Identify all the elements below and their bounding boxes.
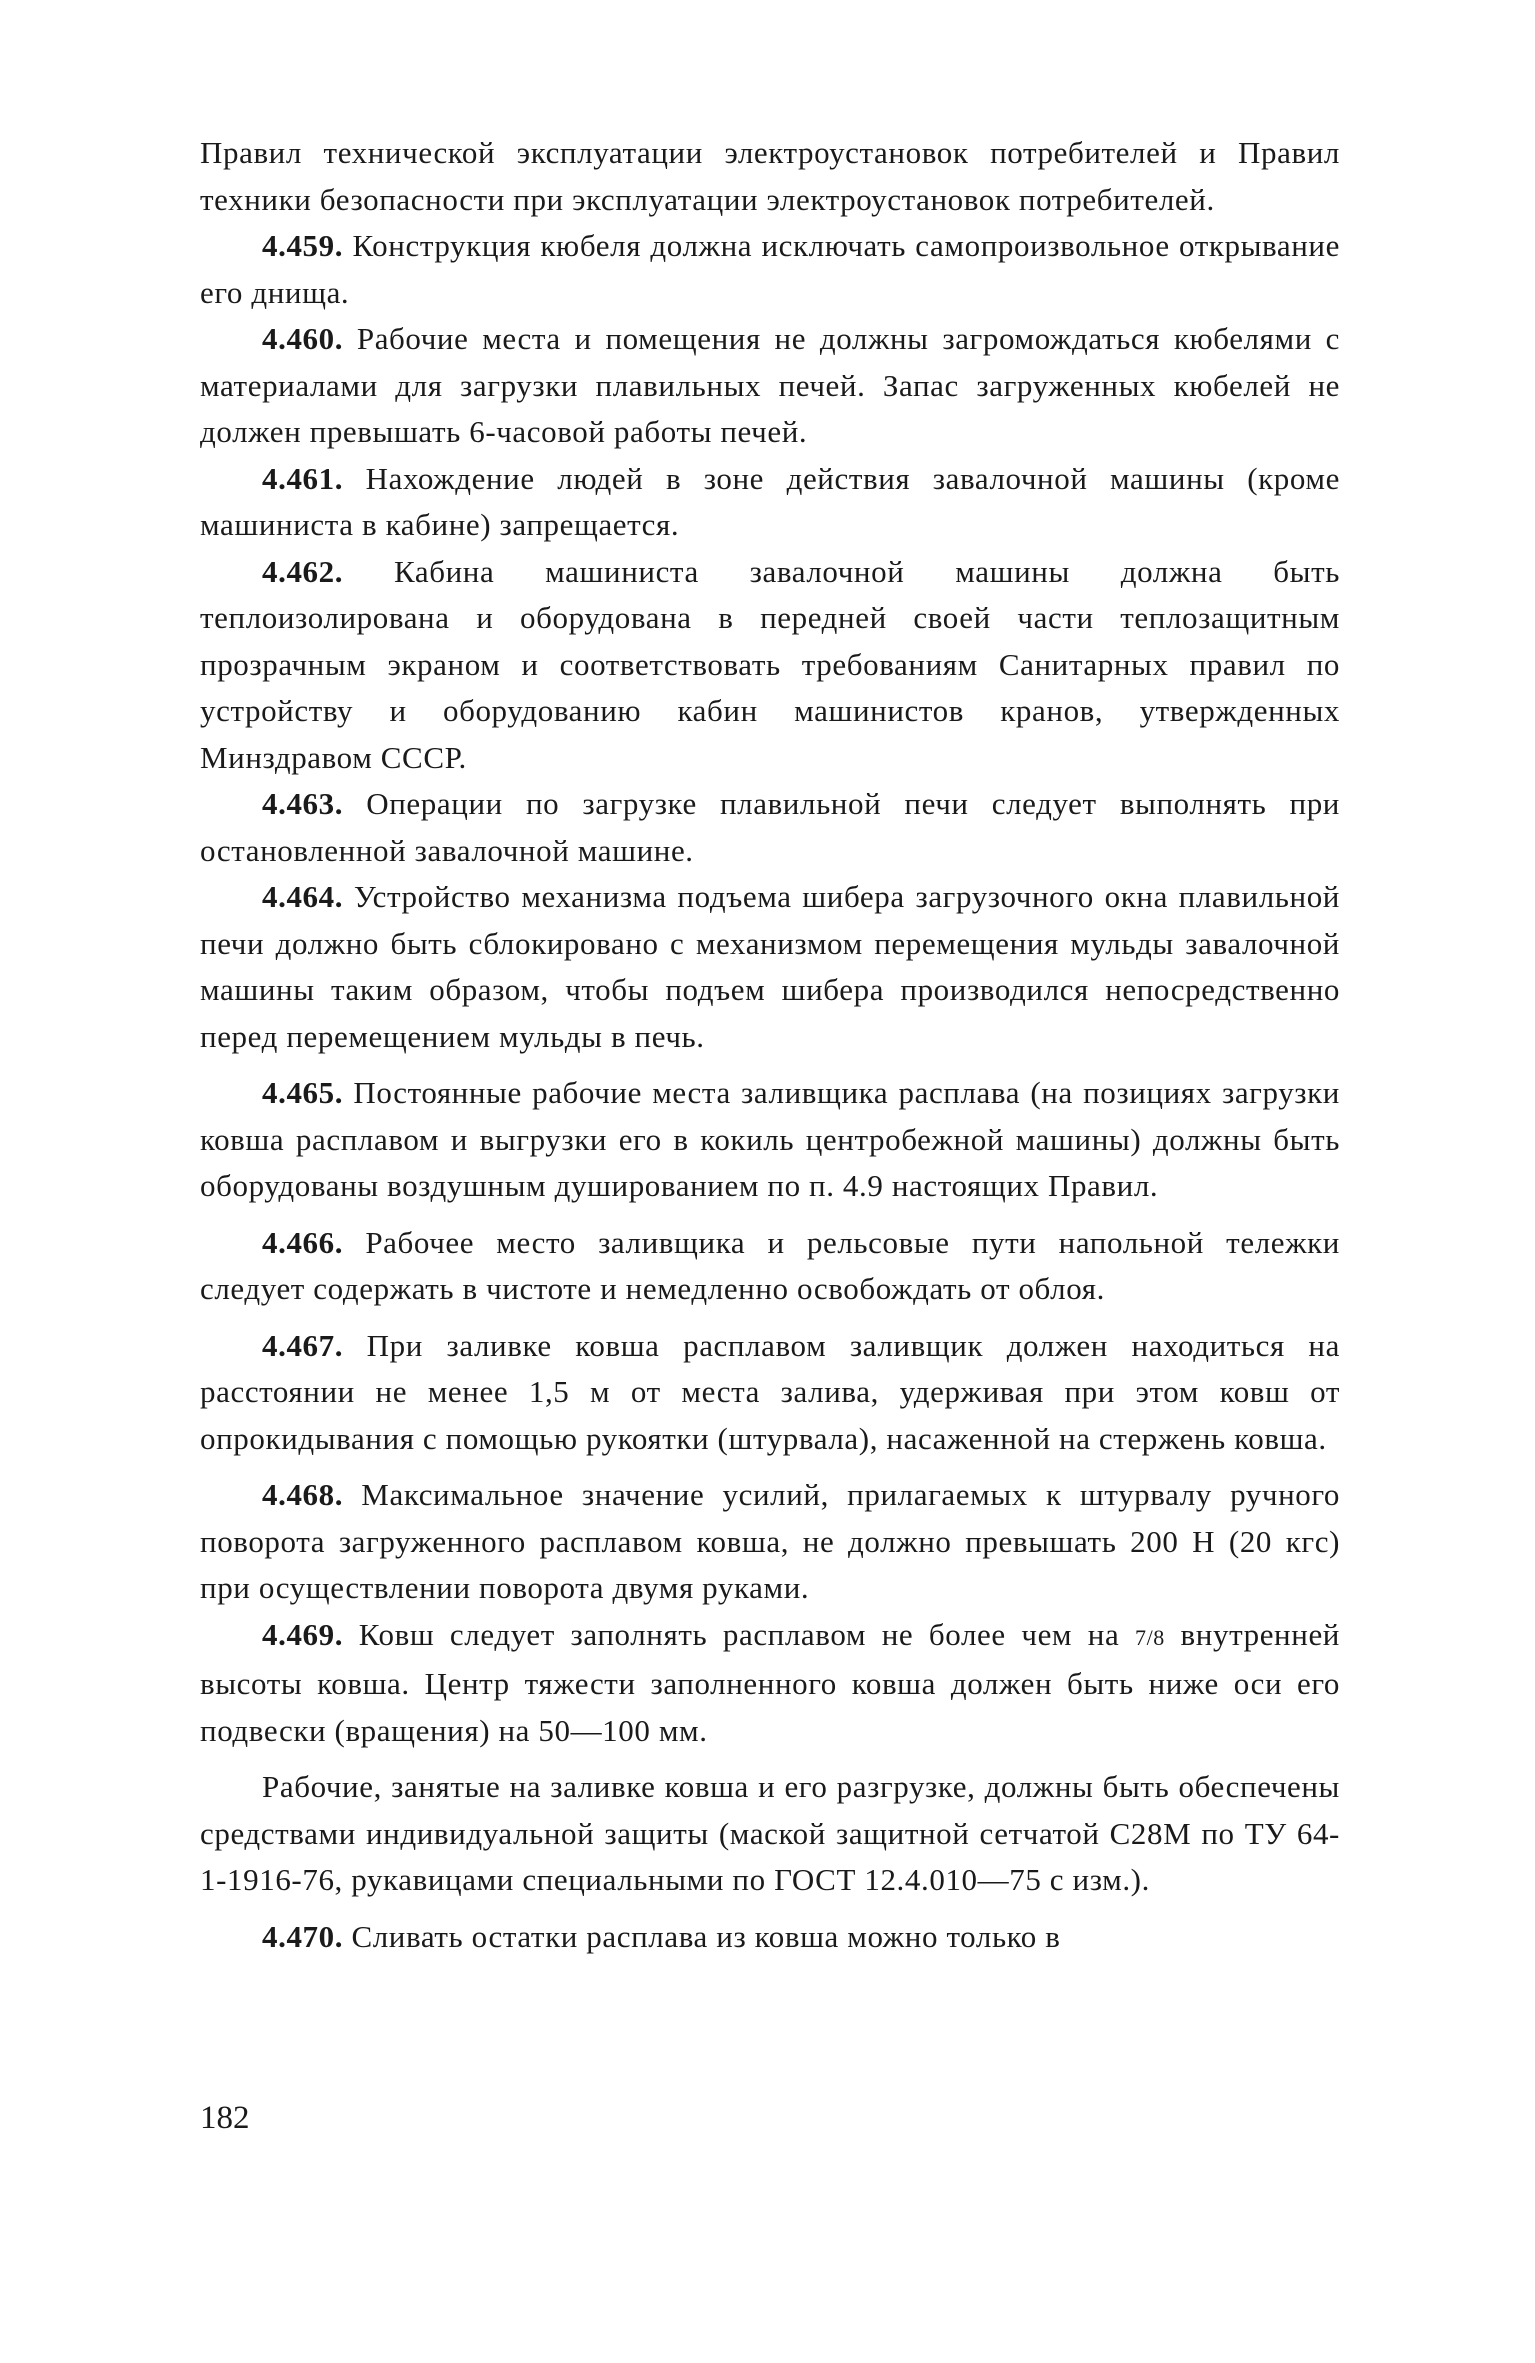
paragraph-text: Правил технической эксплуатации электроустановок потребителей и Правил техники безопасности при эксплуатации электроустановок потребителей. — [200, 135, 1340, 217]
paragraph-number: 4.463. — [262, 786, 344, 821]
paragraph-text: Нахождение людей в зоне действия завалочной машины (кроме машиниста в кабине) запрещается. — [200, 460, 1340, 542]
paragraph-text: Рабочие, занятые на заливке ковша и его разгрузке, должны быть обеспечены средствами индивидуальной защиты (маской защитной сетчатой С28М по ТУ 64-1-1916-76, рукавицами специальными по ГОСТ 12.4.010—75 с изм.). — [200, 1769, 1340, 1897]
paragraph-number: 4.470. — [262, 1918, 344, 1954]
paragraph-4-465 — [200, 1070, 1340, 1210]
paragraph-text-before: Ковш следует заполнять расплавом не более чем на — [343, 1616, 1135, 1652]
paragraph-4-459 — [200, 223, 1340, 316]
paragraph-number: 4.460. — [262, 321, 344, 356]
paragraph-text: Сливать остатки расплава из ковша можно только в — [343, 1918, 1061, 1954]
paragraph-text: Рабочие места и помещения не должны загромождаться кюбелями с материалами для загрузки плавильных печей. Запас загруженных кюбелей не должен превышать 6-часовой работы печей. — [200, 321, 1340, 449]
paragraph-text: При заливке ковша расплавом заливщик должен находиться на расстоянии не менее 1,5 м от места залива, удерживая при этом ковш от опрокидывания с помощью рукоятки (штурвала), насаженной на стержень ковша. — [200, 1327, 1340, 1456]
paragraph-4-469 — [200, 1612, 1340, 1755]
paragraph-4-466 — [200, 1220, 1340, 1313]
paragraph-number: 4.469. — [262, 1616, 344, 1652]
paragraph-4-460 — [200, 316, 1340, 456]
paragraph-4-467 — [200, 1323, 1340, 1463]
paragraph-continuation — [200, 130, 1340, 223]
paragraph-text: Устройство механизма подъема шибера загрузочного окна плавильной печи должно быть сблокировано с механизмом перемещения мульды завалочной машины таким образом, чтобы подъем шибера производился непосредственно перед перемещением мульды в печь. — [200, 879, 1340, 1054]
paragraph-number: 4.461. — [262, 460, 344, 496]
paragraph-text: Кабина машиниста завалочной машины должна быть теплоизолирована и оборудована в передней своей части теплозащитным прозрачным экраном и соответствовать требованиям Санитарных правил по устройству и оборудованию кабин машинистов кранов, утвержденных Минздравом СССР. — [200, 553, 1340, 775]
paragraph-4-461 — [200, 456, 1340, 549]
fraction: 7/8 — [1134, 1624, 1165, 1650]
paragraph-number: 4.459. — [262, 228, 344, 263]
paragraph-text-after: внутренней высоты ковша. Центр тяжести заполненного ковша должен быть ниже оси его подвески (вращения) на 50—100 мм. — [200, 1616, 1340, 1748]
page-number: 182 — [200, 2100, 250, 2136]
paragraph-4-463 — [200, 781, 1340, 874]
paragraph-workers-protection — [200, 1764, 1340, 1904]
page-text — [200, 130, 1340, 1960]
paragraph-number: 4.464. — [262, 879, 344, 914]
paragraph-text: Конструкция кюбеля должна исключать самопроизвольное открывание его днища. — [200, 228, 1340, 310]
paragraph-4-464 — [200, 874, 1340, 1060]
paragraph-number: 4.468. — [262, 1477, 344, 1512]
paragraph-text: Рабочее место заливщика и рельсовые пути напольной тележки следует содержать в чистоте и немедленно освобождать от облоя. — [200, 1224, 1340, 1306]
paragraph-number: 4.466. — [262, 1224, 344, 1260]
paragraph-text: Максимальное значение усилий, прилагаемых к штурвалу ручного поворота загруженного расплавом ковша, не должно превышать 200 Н (20 кгс) при осуществлении поворота двумя руками. — [200, 1477, 1340, 1605]
paragraph-4-470 — [200, 1914, 1340, 1961]
paragraph-text: Постоянные рабочие места заливщика расплава (на позициях загрузки ковша расплавом и выгрузки его в кокиль центробежной машины) должны быть оборудованы воздушным душированием по п. 4.9 настоящих Правил. — [200, 1075, 1340, 1203]
paragraph-4-462 — [200, 549, 1340, 782]
paragraph-number: 4.462. — [262, 553, 344, 589]
paragraph-text: Операции по загрузке плавильной печи следует выполнять при остановленной завалочной машине. — [200, 786, 1340, 868]
paragraph-4-468 — [200, 1472, 1340, 1612]
paragraph-number: 4.465. — [262, 1075, 344, 1110]
paragraph-number: 4.467. — [262, 1327, 344, 1363]
